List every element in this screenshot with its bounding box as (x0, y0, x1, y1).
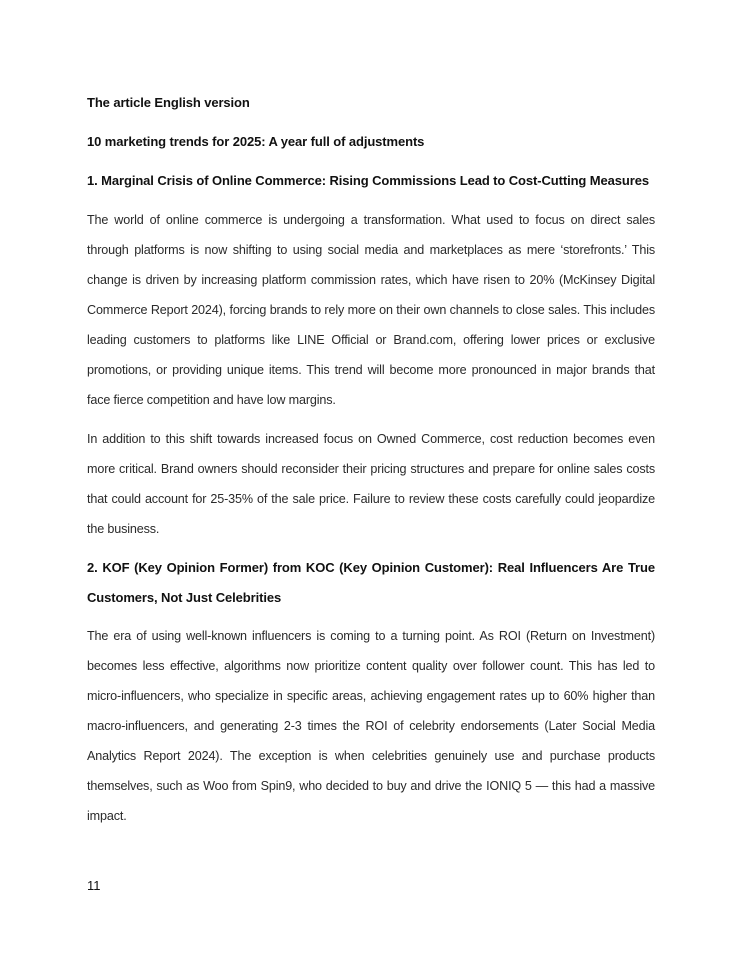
section-heading: 2. KOF (Key Opinion Former) from KOC (Key Opinion Customer): Real Influencers Are True Customers, Not Just Celebrities (87, 560, 655, 605)
section-2 (87, 553, 655, 831)
paragraph: In addition to this shift towards increased focus on Owned Commerce, cost reduction becomes even more critical. Brand owners should reconsider their pricing structures and prepare for online sales costs that could account for 25-35% of the sale price. Failure to review these costs carefully could jeopardize the business. (87, 432, 655, 536)
article-title: 10 marketing trends for 2025: A year full of adjustments (87, 134, 425, 149)
page-content (87, 88, 655, 840)
paragraph: The world of online commerce is undergoing a transformation. What used to focus on direct sales through platforms is now shifting to using social media and marketplaces as mere ‘storefronts.’ This change is driven by increasing platform commission rates, which have risen to 20% (McKinsey Digital Commerce Report 2024), forcing brands to rely more on their own channels to close sales. This includes leading customers to platforms like LINE Official or Brand.com, offering lower prices or exclusive promotions, or providing unique items. This trend will become more pronounced in major brands that face fierce competition and have low margins. (87, 213, 655, 407)
section-heading: 1. Marginal Crisis of Online Commerce: Rising Commissions Lead to Cost-Cutting Measures (87, 173, 649, 188)
paragraph: The era of using well-known influencers is coming to a turning point. As ROI (Return on Investment) becomes less effective, algorithms now prioritize content quality over follower count. This has led to micro-influencers, who specialize in specific areas, achieving engagement rates up to 60% higher than macro-influencers, and generating 2-3 times the ROI of celebrity endorsements (Later Social Media Analytics Report 2024). The exception is when celebrities genuinely use and purchase products themselves, such as Woo from Spin9, who decided to buy and drive the IONIQ 5 — this had a massive impact. (87, 629, 655, 823)
intro-label: The article English version (87, 95, 250, 110)
page-number: 11 (87, 878, 101, 893)
section-1 (87, 166, 655, 544)
